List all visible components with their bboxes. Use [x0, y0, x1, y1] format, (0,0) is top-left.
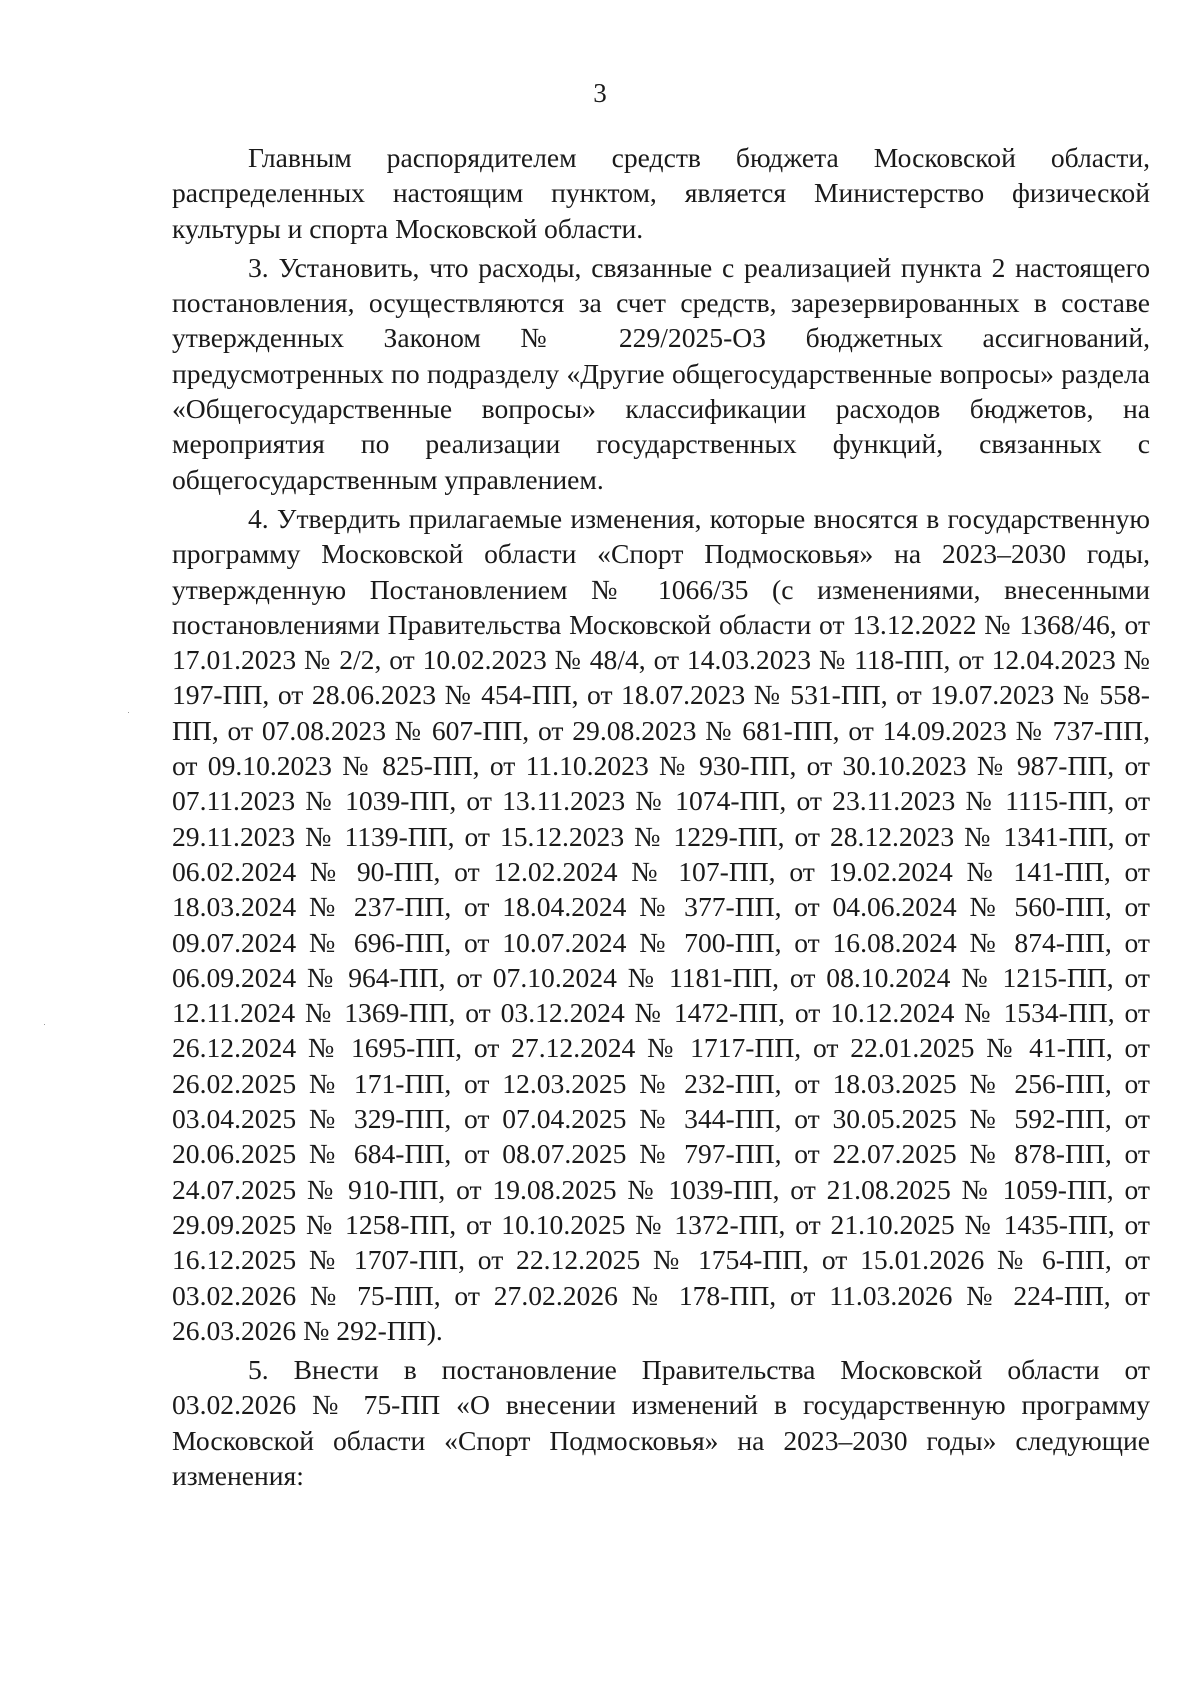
paragraph-main-administrator: Главным распорядителем средств бюджета Московской области, распределенных настоящим пунктом, является Министерство физической культуры и спорта Московской области.	[172, 142, 1150, 244]
paragraph-item-5: 5. Внести в постановление Правительства Московской области от 03.02.2026 № 75-ПП «О внесении изменений в государственную программу Московской области «Спорт Подмосковья» на 2023–2030 годы» следующие изменения:	[172, 1354, 1150, 1491]
document-body	[172, 140, 1150, 1499]
scan-artifact	[128, 712, 129, 713]
paragraph-item-3: 3. Установить, что расходы, связанные с реализацией пункта 2 настоящего постановления, осуществляются за счет средств, зарезервированных в составе утвержденных Законом № 229/2025-ОЗ бюджетных ассигнований, предусмотренных по подразделу «Другие общегосударственные вопросы» раздела «Общегосударственные вопросы» классификации расходов бюджетов, на мероприятия по реализации государственных функций, связанных с общегосударственным управлением.	[172, 251, 1150, 495]
page-number: 3	[593, 78, 607, 108]
paragraph-item-4: 4. Утвердить прилагаемые изменения, которые вносятся в государственную программу Московской области «Спорт Подмосковья» на 2023–2030 годы, утвержденную Постановлением № 1066/35 (с изменениями, внесенными постановлениями Правительства Московской области от 13.12.2022 № 1368/46, от 17.01.2023 № 2/2, от 10.02.2023 № 48/4, от 14.03.2023 № 118-ПП, от 12.04.2023 № 197-ПП, от 28.06.2023 № 454-ПП, от 18.07.2023 № 531-ПП, от 19.07.2023 № 558-ПП, от 07.08.2023 № 607-ПП, от 29.08.2023 № 681-ПП, от 14.09.2023 № 737-ПП, от 09.10.2023 № 825-ПП, от 11.10.2023 № 930-ПП, от 30.10.2023 № 987-ПП, от 07.11.2023 № 1039-ПП, от 13.11.2023 № 1074-ПП, от 23.11.2023 № 1115-ПП, от 29.11.2023 № 1139-ПП, от 15.12.2023 № 1229-ПП, от 28.12.2023 № 1341-ПП, от 06.02.2024 № 90-ПП, от 12.02.2024 № 107-ПП, от 19.02.2024 № 141-ПП, от 18.03.2024 № 237-ПП, от 18.04.2024 № 377-ПП, от 04.06.2024 № 560-ПП, от 09.07.2024 № 696-ПП, от 10.07.2024 № 700-ПП, от 16.08.2024 № 874-ПП, от 06.09.2024 № 964-ПП, от 07.10.2024 № 1181-ПП, от 08.10.2024 № 1215-ПП, от 12.11.2024 № 1369-ПП, от 03.12.2024 № 1472-ПП, от 10.12.2024 № 1534-ПП, от 26.12.2024 № 1695-ПП, от 27.12.2024 № 1717-ПП, от 22.01.2025 № 41-ПП, от 26.02.2025 № 171-ПП, от 12.03.2025 № 232-ПП, от 18.03.2025 № 256-ПП, от 03.04.2025 № 329-ПП, от 07.04.2025 № 344-ПП, от 30.05.2025 № 592-ПП, от 20.06.2025 № 684-ПП, от 08.07.2025 № 797-ПП, от 22.07.2025 № 878-ПП, от 24.07.2025 № 910-ПП, от 19.08.2025 № 1039-ПП, от 21.08.2025 № 1059-ПП, от 29.09.2025 № 1258-ПП, от 10.10.2025 № 1372-ПП, от 21.10.2025 № 1435-ПП, от 16.12.2025 № 1707-ПП, от 22.12.2025 № 1754-ПП, от 15.01.2026 № 6-ПП, от 03.02.2026 № 75-ПП, от 27.02.2026 № 178-ПП, от 11.03.2026 № 224-ПП, от 26.03.2026 № 292-ПП).	[172, 502, 1150, 1346]
scan-artifact	[44, 1024, 45, 1025]
